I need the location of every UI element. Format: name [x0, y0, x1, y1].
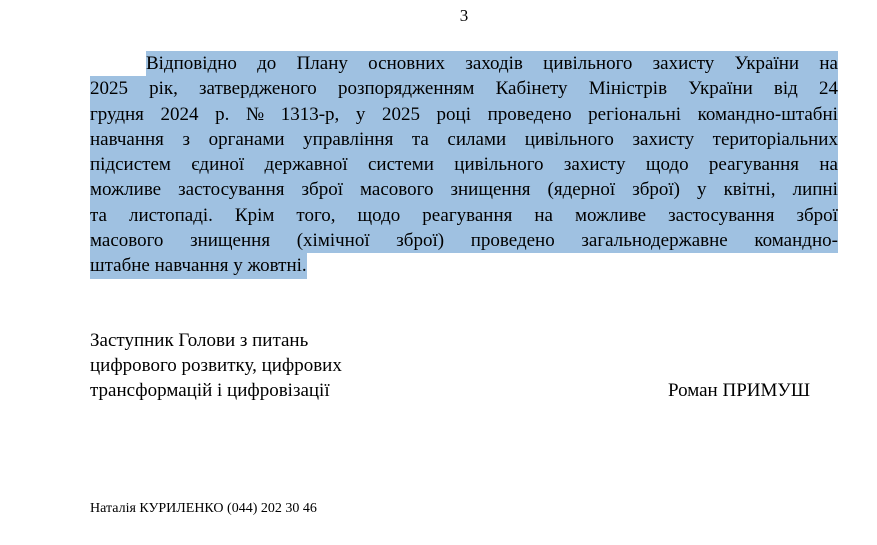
paragraph-line: Відповідно до Плану основних заходів цивільного захисту України на [90, 51, 838, 76]
paragraph-line: підсистем єдиної державної системи цивільного захисту щодо реагування на [90, 152, 838, 177]
executor-contact: Наталія КУРИЛЕНКО (044) 202 30 46 [90, 501, 317, 516]
paragraph-line: навчання з органами управління та силами цивільного захисту територіальних [90, 127, 838, 152]
paragraph-line: 2025 рік, затвердженого розпорядженням Кабінету Міністрів України від 24 [90, 76, 838, 101]
signatory-name: Роман ПРИМУШ [668, 380, 810, 401]
paragraph-line: та листопаді. Крім того, щодо реагування на можливе застосування зброї [90, 203, 838, 228]
paragraph-line: грудня 2024 р. № 1313-р, у 2025 році проведено регіональні командно-штабні [90, 102, 838, 127]
body-paragraph[interactable] [90, 51, 838, 279]
paragraph-line: можливе застосування зброї масового знищення (ядерної зброї) у квітні, липні [90, 177, 838, 202]
page-number: 3 [459, 6, 469, 25]
signature-position-line: цифрового розвитку, цифрових [90, 355, 342, 376]
signature-position-line: Заступник Голови з питань [90, 330, 309, 351]
signature-position-line: трансформацій і цифровізації [90, 380, 330, 401]
paragraph-line: штабне навчання у жовтні. [90, 253, 838, 278]
signature-position [90, 328, 342, 403]
paragraph-line: масового знищення (хімічної зброї) проведено загальнодержавне командно- [90, 228, 838, 253]
